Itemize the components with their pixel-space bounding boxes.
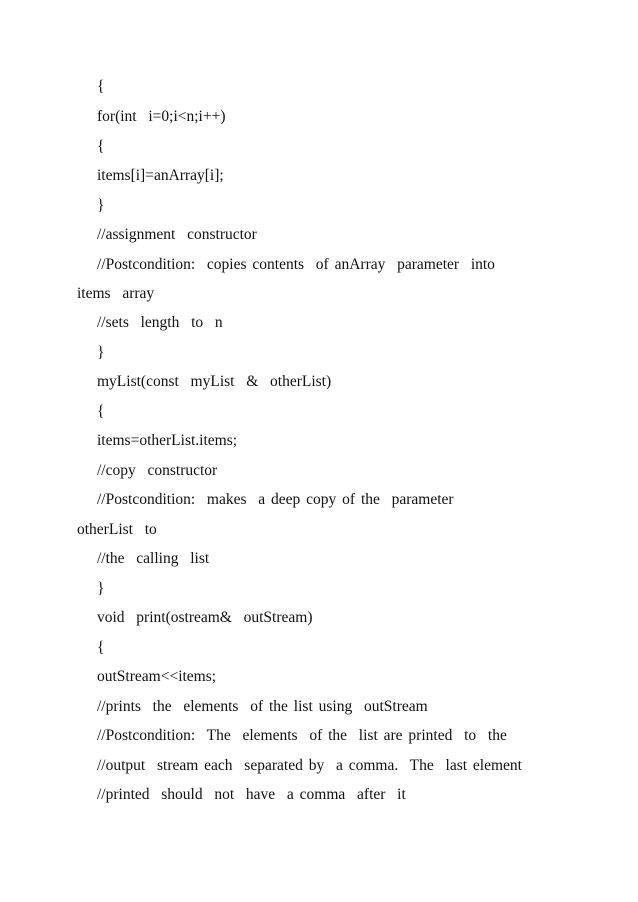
code-line: {	[97, 403, 105, 420]
code-comment-line: //assignment constructor	[97, 226, 257, 243]
code-comment-line: //copy constructor	[97, 462, 218, 479]
code-comment-line: //Postcondition: makes a deep copy of the parameter	[97, 491, 454, 508]
code-line: {	[97, 138, 105, 155]
code-line: items[i]=anArray[i];	[97, 167, 224, 184]
code-comment-line: //printed should not have a comma after it	[97, 786, 406, 803]
code-line: }	[97, 197, 105, 214]
code-line: items=otherList.items;	[97, 432, 238, 449]
code-line: }	[97, 580, 105, 597]
code-line: {	[97, 639, 105, 656]
code-comment-line: //Postcondition: copies contents of anArray parameter into	[97, 256, 495, 273]
code-line: for(int i=0;i<n;i++)	[97, 108, 226, 125]
code-comment-line: //prints the elements of the list using outStream	[97, 698, 428, 715]
code-line: myList(const myList & otherList)	[97, 373, 332, 390]
code-comment-wrap-line: items array	[77, 285, 155, 302]
code-comment-line: //the calling list	[97, 550, 210, 567]
code-line: {	[97, 78, 105, 95]
code-line: void print(ostream& outStream)	[97, 609, 313, 626]
code-line: outStream<<items;	[97, 668, 217, 685]
code-line: }	[97, 344, 105, 361]
code-comment-wrap-line: otherList to	[77, 521, 157, 538]
code-comment-line: //sets length to n	[97, 314, 223, 331]
code-comment-line: //Postcondition: The elements of the list are printed to the	[97, 727, 507, 744]
code-comment-line: //output stream each separated by a comma. The last element	[97, 757, 522, 774]
